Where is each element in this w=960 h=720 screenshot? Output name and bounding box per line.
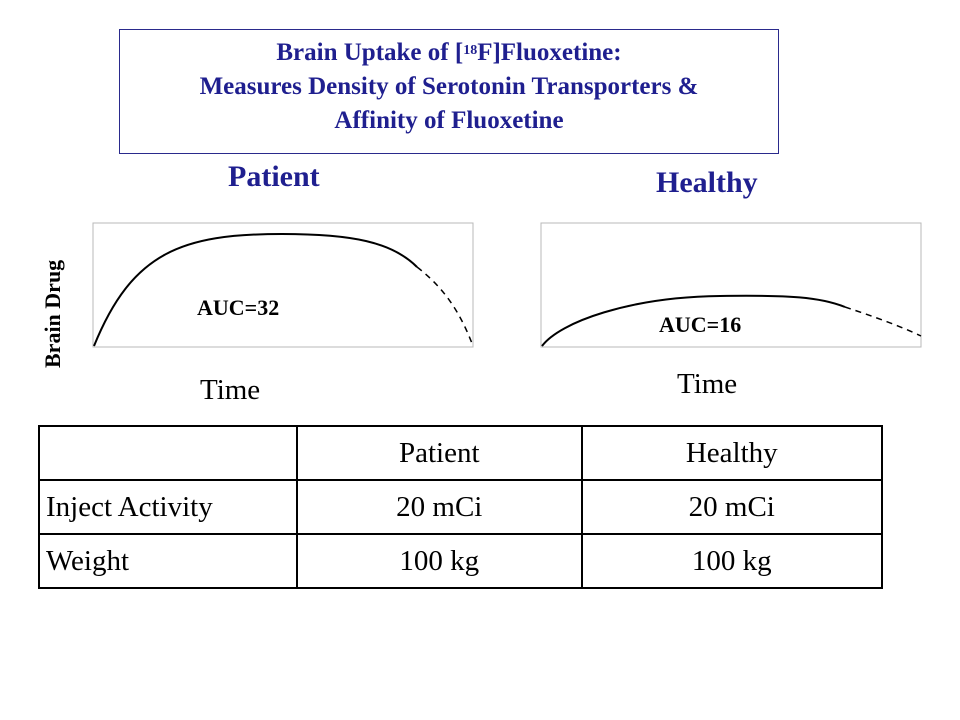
patient-uptake-curve [94,234,417,346]
title-line-1-end: F]Fluoxetine: [477,39,622,66]
patient-plot [92,222,476,350]
title-line-2: Measures Density of Serotonin Transporters & [199,73,699,100]
healthy-extrapolated-curve [845,307,921,336]
patient-plot-frame [93,223,473,347]
table-row [39,534,882,588]
patient-time-label: Time [200,374,261,406]
table-cell: 100 kg [297,534,582,588]
table-row-label: Inject Activity [39,480,297,534]
patient-extrapolated-curve [417,267,473,346]
isotope-superscript: 18 [463,43,478,58]
table-row [39,480,882,534]
comparison-table [38,425,883,589]
patient-auc-label: AUC=32 [197,295,280,320]
healthy-time-label: Time [677,368,738,400]
table-cell: 20 mCi [582,480,882,534]
table-row-label: Weight [39,534,297,588]
title-line-1 [120,36,778,70]
table-cell: 100 kg [582,534,882,588]
title-line-3: Affinity of Fluoxetine [334,107,564,134]
patient-heading: Patient [228,160,320,193]
y-axis-label: Brain Drug [40,259,65,368]
table-header-cell: Patient [297,426,582,480]
table-header-cell: Healthy [582,426,882,480]
title-line-1-start: Brain Uptake of [ [276,39,464,66]
title-box [119,29,779,154]
table-cell: 20 mCi [297,480,582,534]
table-header-row [39,426,882,480]
healthy-heading: Healthy [656,166,758,199]
healthy-auc-label: AUC=16 [659,312,742,337]
table-corner-cell [39,426,297,480]
